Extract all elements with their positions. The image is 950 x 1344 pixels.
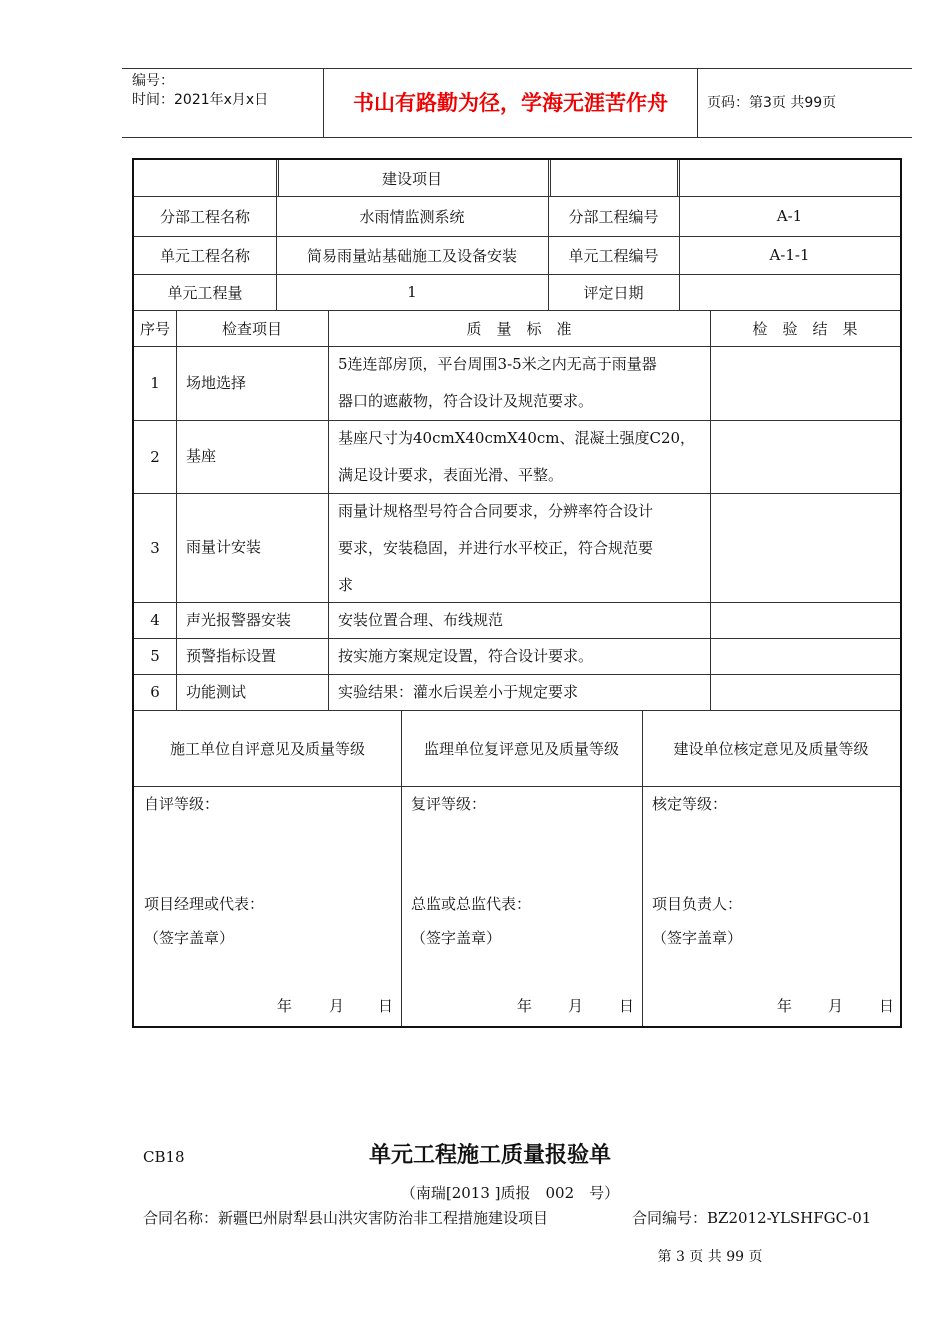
row-standard: 实验结果：灌水后误差小于规定要求 [338, 683, 579, 701]
row-standard: 安装位置合理、布线规范 [338, 611, 504, 629]
standard-line: 器口的遮蔽物，符合设计及规范要求。 [338, 392, 594, 410]
form-subtitle: （南瑞[2013 ]质报 002 号） [400, 1184, 620, 1202]
code-label: 编号： [132, 73, 174, 89]
row-item: 基座 [186, 447, 217, 465]
date-day: 日 [879, 997, 895, 1015]
row-item: 功能测试 [186, 683, 247, 701]
standard-line: 求 [338, 576, 354, 594]
unit-name-value: 简易雨量站基础施工及设备安装 [306, 246, 517, 265]
row-standard [338, 346, 710, 420]
unit-name-label: 单元工程名称 [159, 246, 250, 265]
date-day: 日 [378, 997, 394, 1015]
col-item: 检查项目 [221, 319, 282, 338]
div-name-label: 分部工程名称 [159, 207, 250, 226]
seal-label: （签字盖章） [652, 929, 743, 947]
div-code-label: 分部工程编号 [568, 207, 659, 226]
project-label: 建设项目 [381, 169, 442, 188]
header-page: 页码：第3页 共99页 [707, 95, 837, 111]
unit-qty-label: 单元工程量 [167, 283, 243, 302]
seal-label: （签字盖章） [411, 929, 502, 947]
row-no: 2 [150, 447, 160, 466]
div-code-value: A-1 [776, 207, 803, 225]
unit-code-value: A-1-1 [769, 246, 810, 264]
row-item: 预警指标设置 [186, 647, 277, 665]
header-motto: 书山有路勤为径，学海无涯苦作舟 [353, 91, 668, 115]
standard-line: 要求，安装稳固，并进行水平校正，符合规范要 [338, 539, 654, 557]
date-month: 月 [568, 997, 584, 1015]
header-divider [697, 69, 698, 137]
row-no: 5 [150, 647, 160, 665]
page-footer: 第 3 页 共 99 页 [657, 1249, 763, 1265]
date-month: 月 [329, 997, 345, 1015]
date-year: 年 [777, 997, 793, 1015]
signoff-head-supervisor: 监理单位复评意见及质量等级 [423, 739, 619, 758]
row-no: 6 [150, 683, 160, 701]
standard-line: 5连连部房顶，平台周围3-5米之内无高于雨量器 [338, 355, 657, 373]
eval-date-label: 评定日期 [583, 283, 644, 302]
date-year: 年 [517, 997, 533, 1015]
row-no: 3 [150, 538, 160, 557]
header-meta [132, 72, 268, 110]
grade-label: 自评等级： [144, 795, 220, 813]
form-code: CB18 [143, 1148, 185, 1166]
inspection-table [132, 158, 902, 1028]
row-standard: 按实施方案规定设置，符合设计要求。 [338, 647, 594, 665]
row-standard [338, 493, 710, 604]
date-month: 月 [828, 997, 844, 1015]
form-title: 单元工程施工质量报验单 [368, 1142, 611, 1168]
grade-label: 核定等级： [652, 795, 728, 813]
page-header [122, 68, 912, 138]
rep-label: 总监或总监代表： [411, 895, 532, 913]
row-no: 4 [150, 611, 160, 629]
time-label: 时间：2021年x月x日 [132, 92, 269, 108]
signoff-head-contractor: 施工单位自评意见及质量等级 [169, 739, 365, 758]
standard-line: 雨量计规格型号符合合同要求，分辨率符合设计 [338, 502, 654, 520]
rep-label: 项目经理或代表： [144, 895, 265, 913]
signoff-head-owner: 建设单位核定意见及质量等级 [673, 739, 869, 758]
date-year: 年 [277, 997, 293, 1015]
row-item: 声光报警器安装 [186, 611, 292, 629]
contract-no: 合同编号：BZ2012-YLSHFGC-01 [632, 1209, 872, 1227]
col-result: 检 验 结 果 [752, 319, 858, 338]
grade-label: 复评等级： [411, 795, 487, 813]
unit-qty-value: 1 [407, 283, 417, 301]
standard-line: 满足设计要求，表面光滑、平整。 [338, 466, 564, 484]
date-day: 日 [619, 997, 635, 1015]
row-item: 雨量计安装 [186, 538, 262, 556]
div-name-value: 水雨情监测系统 [359, 207, 465, 226]
seal-label: （签字盖章） [144, 929, 235, 947]
col-no: 序号 [139, 319, 170, 338]
row-standard [338, 420, 710, 494]
contract-name: 合同名称：新疆巴州尉犁县山洪灾害防治非工程措施建设项目 [143, 1209, 549, 1227]
row-item: 场地选择 [186, 374, 247, 392]
rep-label: 项目负责人： [652, 895, 743, 913]
standard-line: 基座尺寸为40cmX40cmX40cm、混凝土强度C20， [338, 429, 696, 447]
col-standard: 质 量 标 准 [466, 319, 572, 338]
unit-code-label: 单元工程编号 [568, 246, 659, 265]
row-no: 1 [150, 374, 160, 392]
